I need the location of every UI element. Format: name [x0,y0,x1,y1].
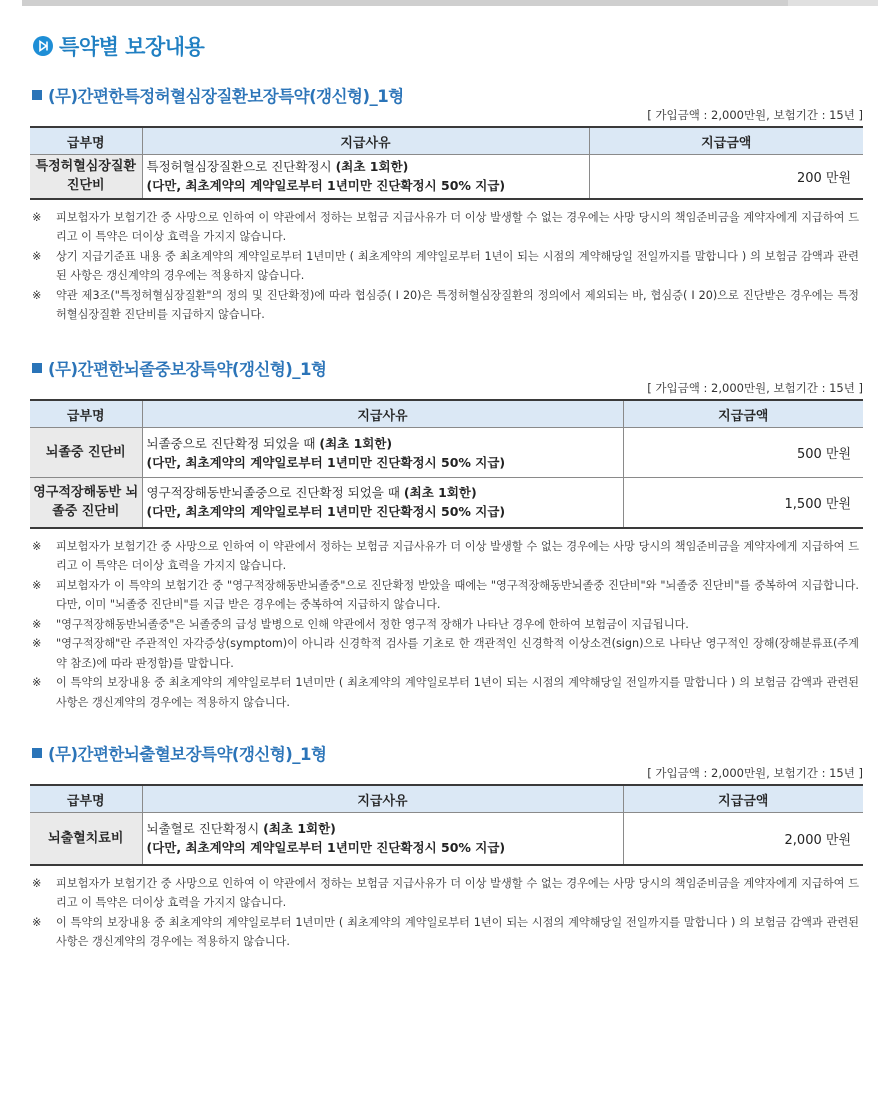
coverage-summary: [ 가입금액 : 2,000만원, 보험기간 : 15년 ] [647,381,863,395]
list-item: ※ 상기 지급기준표 내용 중 최초계약의 계약일로부터 1년미만 ( 최초계약의 계약일로부터 1년이 되는 시점의 계약해당일 전일까지를 말합니다 ) 의 보험금 감액과 관련된 사항은 갱신계약의 경우에는 적용하지 않습니다. [32,249,859,282]
table-row [30,155,863,199]
section-header [30,357,863,379]
reason-condition: (다만, 최초계약의 계약일로부터 1년미만 진단확정시 50% 지급) [146,454,506,470]
list-item: ※ "영구적장해"란 주관적인 자각증상(symptom)이 아니라 신경학적 검사를 기초로 한 객관적인 신경학적 이상소견(sign)으로 나타난 영구적인 장해(장해분류표(주계약 참조)에 따라 판정함)를 말합니다. [32,637,859,670]
reason-text: 영구적장해동반뇌졸중으로 진단확정 되었을 때 [146,485,404,501]
col-header-reason: 지급사유 [142,400,623,428]
square-bullet-icon [32,748,42,758]
benefit-table [30,126,863,200]
section-cerebral-hemorrhage [30,742,863,952]
benefit-reason [142,428,623,478]
col-header-amount: 지급금액 [623,400,863,428]
list-item: ※ 이 특약의 보장내용 중 최초계약의 계약일로부터 1년미만 ( 최초계약의 계약일로부터 1년이 되는 시점의 계약해당일 전일까지를 말합니다 ) 의 보험금 감액과 관련된 사항은 갱신계약의 경우에는 적용하지 않습니다. [32,915,859,948]
col-header-reason: 지급사유 [142,785,623,813]
section-heart-disease [30,84,863,325]
benefit-amount: 1,500 만원 [623,478,863,528]
play-circle-icon [33,36,53,56]
section-title: (무)간편한뇌졸중보장특약(갱신형)_1형 [48,360,327,379]
section-stroke [30,357,863,712]
benefit-reason [142,155,589,199]
list-item: ※ 이 특약의 보장내용 중 최초계약의 계약일로부터 1년미만 ( 최초계약의 계약일로부터 1년이 되는 시점의 계약해당일 전일까지를 말합니다 ) 의 보험금 감액과 관련된 사항은 갱신계약의 경우에는 적용하지 않습니다. [32,676,859,709]
list-item: ※ 피보험자가 보험기간 중 사망으로 인하여 이 약관에서 정하는 보험금 지급사유가 더 이상 발생할 수 없는 경우에는 사망 당시의 책임준비금을 계약자에게 지급하여 드리고 이 특약은 더이상 효력을 가지지 않습니다. [32,210,859,243]
list-item: ※ 피보험자가 보험기간 중 사망으로 인하여 이 약관에서 정하는 보험금 지급사유가 더 이상 발생할 수 없는 경우에는 사망 당시의 책임준비금을 계약자에게 지급하여 드리고 이 특약은 더이상 효력을 가지지 않습니다. [32,876,859,909]
top-bar [22,0,878,6]
reason-text: 뇌출혈로 진단확정시 [146,821,264,837]
table-header-row [30,127,863,155]
page-title-text: 특약별 보장내용 [59,35,205,59]
section-header [30,84,863,106]
page-title [33,32,204,60]
benefit-table [30,784,863,866]
col-header-amount: 지급금액 [623,785,863,813]
benefit-reason [142,478,623,528]
col-header-name: 급부명 [30,400,142,428]
benefit-reason [142,813,623,865]
list-item: ※ 피보험자가 보험기간 중 사망으로 인하여 이 약관에서 정하는 보험금 지급사유가 더 이상 발생할 수 없는 경우에는 사망 당시의 책임준비금을 계약자에게 지급하여 드리고 이 특약은 더이상 효력을 가지지 않습니다. [32,539,859,572]
benefit-amount: 500 만원 [623,428,863,478]
reason-text: 뇌졸중으로 진단확정 되었을 때 [146,435,320,451]
col-header-name: 급부명 [30,127,142,155]
notes-list [30,874,863,952]
table-header-row [30,785,863,813]
benefit-name: 뇌졸중 진단비 [30,428,142,478]
section-title: (무)간편한뇌출혈보장특약(갱신형)_1형 [48,745,327,764]
benefit-amount: 200 만원 [589,155,863,199]
benefit-name: 뇌출혈치료비 [30,813,142,865]
benefit-name: 영구적장해동반 뇌졸중 진단비 [30,478,142,528]
reason-limit: (최초 1회한) [263,821,336,837]
col-header-name: 급부명 [30,785,142,813]
reason-limit: (최초 1회한) [403,485,477,501]
reason-limit: (최초 1회한) [335,159,409,175]
table-header-row [30,400,863,428]
col-header-amount: 지급금액 [589,127,863,155]
reason-condition: (다만, 최초계약의 계약일로부터 1년미만 진단확정시 50% 지급) [146,504,506,520]
square-bullet-icon [32,363,42,373]
list-item: ※ 약관 제3조("특정허혈심장질환"의 정의 및 진단확정)에 따라 협심증( I 20)은 특정허혈심장질환의 정의에서 제외되는 바, 협심증( I 20)으로 진단받은 경우에는 특정허혈심장질환 진단비를 지급하지 않습니다. [32,288,859,321]
benefit-amount: 2,000 만원 [623,813,863,865]
reason-limit: (최초 1회한) [319,435,393,451]
coverage-summary: [ 가입금액 : 2,000만원, 보험기간 : 15년 ] [647,108,863,122]
reason-condition: (다만, 최초계약의 계약일로부터 1년미만 진단확정시 50% 지급) [146,840,506,856]
notes-list [30,537,863,713]
list-item: ※ 피보험자가 이 특약의 보험기간 중 "영구적장해동반뇌졸중"으로 진단확정 받았을 때에는 "영구적장해동반뇌졸중 진단비"와 "뇌졸중 진단비"를 중복하여 지급합니다. 다만, 이미 "뇌졸중 진단비"를 지급 받은 경우에는 중복하여 지급하지 않습니다. [32,578,859,611]
top-bar-decoration [788,0,878,6]
table-row [30,478,863,528]
section-header [30,742,863,764]
benefit-table [30,399,863,529]
table-row [30,813,863,865]
list-item: ※ "영구적장해동반뇌졸중"은 뇌졸중의 급성 발병으로 인해 약관에서 정한 영구적 장해가 나타난 경우에 한하여 보험금이 지급됩니다. [32,617,689,631]
benefit-name: 특정허혈심장질환 진단비 [30,155,142,199]
table-row [30,428,863,478]
reason-condition: (다만, 최초계약의 계약일로부터 1년미만 진단확정시 50% 지급) [146,178,506,194]
col-header-reason: 지급사유 [142,127,589,155]
coverage-summary: [ 가입금액 : 2,000만원, 보험기간 : 15년 ] [647,766,863,780]
section-title: (무)간편한특정허혈심장질환보장특약(갱신형)_1형 [48,87,404,106]
notes-list [30,208,863,325]
reason-text: 특정허혈심장질환으로 진단확정시 [146,159,336,175]
square-bullet-icon [32,90,42,100]
